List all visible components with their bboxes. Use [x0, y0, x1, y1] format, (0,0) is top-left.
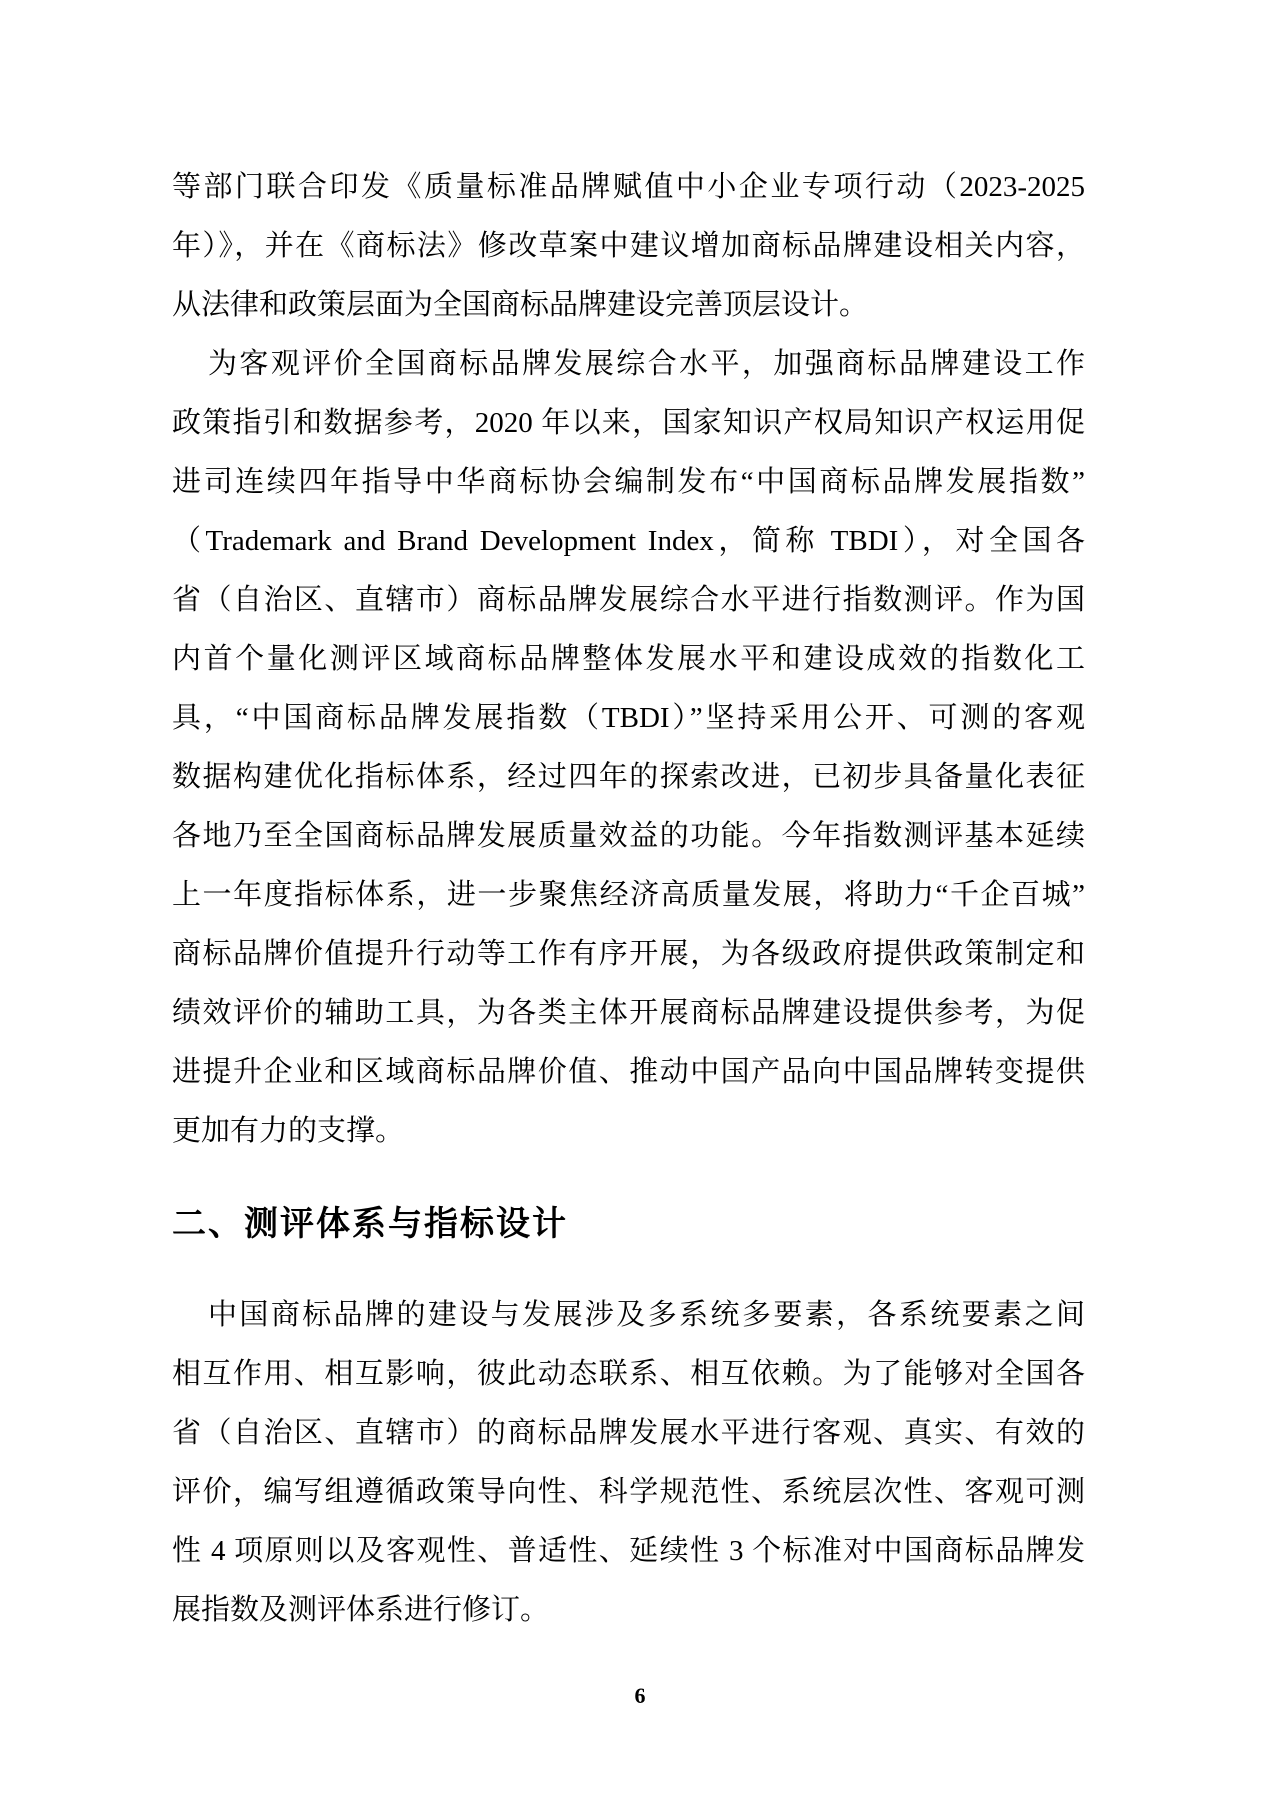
text-line: 绩效评价的辅助工具，为各类主体开展商标品牌建设提供参考，为促 — [172, 997, 1085, 1029]
text-line: 展指数及测评体系进行修订。 — [172, 1594, 550, 1626]
text-line: 政策指引和数据参考，2020 年以来，国家知识产权局知识产权运用促 — [172, 407, 1085, 439]
text-line: 从法律和政策层面为全国商标品牌建设完善顶层设计。 — [172, 289, 869, 321]
text-line: 相互作用、相互影响，彼此动态联系、相互依赖。为了能够对全国各 — [172, 1358, 1085, 1390]
text-line: 各地乃至全国商标品牌发展质量效益的功能。今年指数测评基本延续 — [172, 820, 1085, 852]
text-line: 省（自治区、直辖市）商标品牌发展综合水平进行指数测评。作为国 — [172, 584, 1085, 616]
text-line: 年）》，并在《商标法》修改草案中建议增加商标品牌建设相关内容， — [172, 230, 1085, 262]
text-line: 中国商标品牌的建设与发展涉及多系统多要素，各系统要素之间 — [208, 1299, 1085, 1331]
paragraph — [172, 335, 1085, 1161]
text-line: （Trademark and Brand Development Index，简称 TBDI），对全国各 — [172, 525, 1085, 557]
text-line: 内首个量化测评区域商标品牌整体发展水平和建设成效的指数化工 — [172, 643, 1085, 675]
text-line: 性 4 项原则以及客观性、普适性、延续性 3 个标准对中国商标品牌发 — [172, 1535, 1085, 1567]
paragraph — [172, 1286, 1085, 1640]
text-line: 商标品牌价值提升行动等工作有序开展，为各级政府提供政策制定和 — [172, 938, 1085, 970]
document-body — [172, 158, 1085, 1640]
text-line: 数据构建优化指标体系，经过四年的探索改进，已初步具备量化表征 — [172, 761, 1085, 793]
text-line: 省（自治区、直辖市）的商标品牌发展水平进行客观、真实、有效的 — [172, 1417, 1085, 1449]
text-line: 具，“中国商标品牌发展指数（TBDI）”坚持采用公开、可测的客观 — [172, 702, 1085, 734]
text-line: 进司连续四年指导中华商标协会编制发布“中国商标品牌发展指数” — [172, 466, 1085, 498]
text-line: 为客观评价全国商标品牌发展综合水平，加强商标品牌建设工作 — [208, 348, 1085, 380]
section-heading: 二、测评体系与指标设计 — [172, 1205, 568, 1243]
paragraph — [172, 158, 1085, 335]
text-line: 上一年度指标体系，进一步聚焦经济高质量发展，将助力“千企百城” — [172, 879, 1085, 911]
text-line: 等部门联合印发《质量标准品牌赋值中小企业专项行动（2023-2025 — [172, 171, 1085, 203]
text-line: 更加有力的支撑。 — [172, 1115, 405, 1147]
text-line: 评价，编写组遵循政策导向性、科学规范性、系统层次性、客观可测 — [172, 1476, 1085, 1508]
page-number: 6 — [634, 1683, 646, 1708]
text-line: 进提升企业和区域商标品牌价值、推动中国产品向中国品牌转变提供 — [172, 1056, 1085, 1088]
